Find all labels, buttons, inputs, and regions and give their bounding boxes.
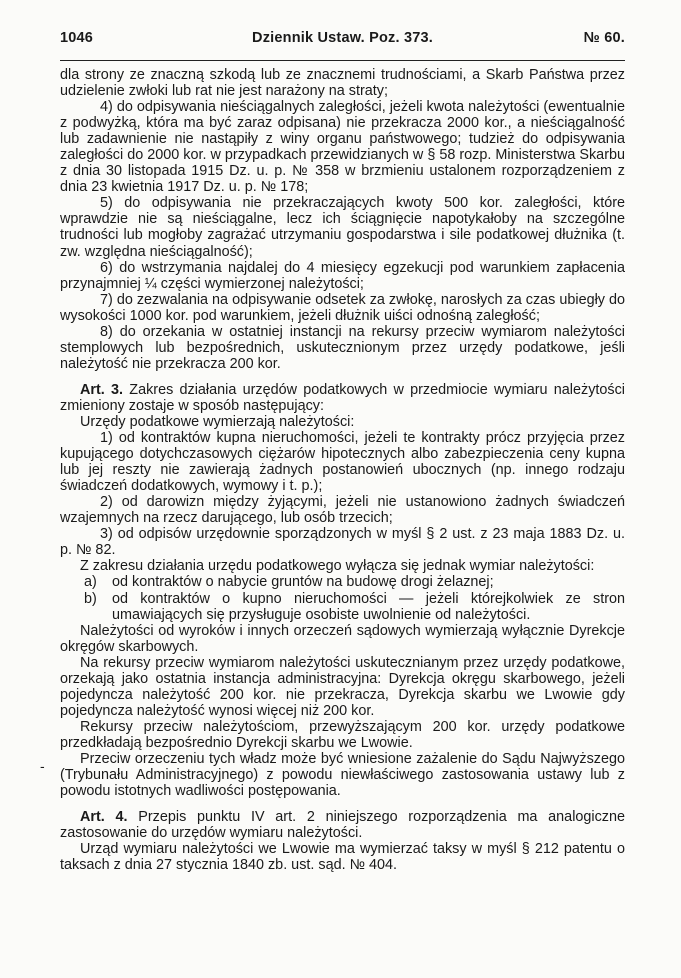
list-item-7: 7) do zezwalania na odpisywanie odsetek za zwłokę, narosłych za czas ubiegły do wysokości 1000 kor. pod warunkiem, jeżeli dłużnik uiści odnośną zaległość; [60, 291, 625, 324]
article-3 [60, 382, 625, 414]
paragraph: Urząd wymiaru należytości we Lwowie ma wymierzać taksy w myśl § 212 patentu o taksach z dnia 27 stycznia 1840 zb. ust. sąd. № 404. [60, 841, 625, 874]
paragraph: Należytości od wyroków i innych orzeczeń sądowych wymierzają wyłącznie Dyrekcje okręgów skarbowych. [60, 622, 625, 655]
header-rule [60, 60, 625, 61]
paragraph: dla strony ze znaczną szkodą lub ze znacznemi trudnościami, a Skarb Państwa przez udzielenie zwłoki lub rat nie jest narażony na straty; [60, 67, 625, 100]
paragraph: Urzędy podatkowe wymierzają należytości: [80, 413, 355, 430]
journal-title: Dziennik Ustaw. Poz. 373. [252, 30, 433, 46]
paragraph: Rekursy przeciw należytościom, przewyższającym 200 kor. urzędy podatkowe przedkładają bezpośrednio Dyrekcji skarbu we Lwowie. [60, 718, 625, 751]
paragraph: Przeciw orzeczeniu tych władz może być wniesione zażalenie do Sądu Najwyższego (Trybunału Administracyjnego) z powodu niewłaściwego zastosowania ustawy lub z powodu istotnych wadliwości postępowania. [60, 750, 625, 800]
article-4-label: Art. 4. [80, 809, 128, 826]
sub-item-text: od kontraktów o nabycie gruntów na budowę drogi żelaznej; [112, 574, 494, 591]
list-item-1: 1) od kontraktów kupna nieruchomości, jeżeli te kontrakty prócz przyjęcia przez kupującego dotychczasowych ciężarów hipotecznych albo zabezpieczenia ceny kupna lub jej reszty nie zawierają żadnych postanowień ubocznych (np. innego rodzaju świadczeń dodatkowych, wymowy i t. p.); [60, 430, 625, 495]
sub-item-a [60, 574, 625, 590]
document-page [60, 30, 625, 873]
page-number: 1046 [60, 30, 94, 46]
list-item-8: 8) do orzekania w ostatniej instancji na rekursy przeciw wymiarom należytości stemplowych lub bezpośrednich, uskutecznionym przez urzędy podatkowe, jeśli należytość nie przekracza 200 kor. [60, 323, 625, 372]
paragraph: Z zakresu działania urzędu podatkowego wyłącza się jednak wymiar należytości: [80, 558, 595, 575]
margin-mark: - [40, 758, 45, 774]
list-item-3: 3) od odpisów urzędownie sporządzonych w myśl § 2 ust. z 23 maja 1883 Dz. u. p. № 82. [60, 526, 625, 559]
document-body [60, 67, 625, 873]
article-3-label: Art. 3. [80, 381, 124, 398]
sub-item-b [60, 591, 625, 623]
paragraph: Na rekursy przeciw wymiarom należytości uskutecznianym przez urzędy podatkowe, orzekają jako ostatnia instancja administracyjna: Dyrekcja okręgu skarbowego, jeżeli pojedyncza należytość 200 kor. nie przekracza, Dyrekcja skarbu we Lwowie gdy pojedyncza należytość wynosi więcej niż 200 kor. [60, 654, 625, 719]
list-item-4: 4) do odpisywania nieściągalnych zaległości, jeżeli kwota należytości (ewentualnie z podwyżką, która ma być zaraz odpisana) nie przekracza 2000 kor., a nieściągalność lub zadawnienie nie nastąpiły z winy organu państwowego; tudzież do odpisywania zaległości do 2000 kor. w przypadkach przewidzianych w § 58 rozp. Ministerstwa Skarbu z dnia 30 listopada 1915 Dz. u. p. № 358 w brzmieniu ustalonem rozporządzeniem z dnia 23 kwietnia 1917 Dz. u. p. № 178; [60, 99, 625, 196]
list-item-6: 6) do wstrzymania najdalej do 4 miesięcy egzekucji pod warunkiem zapłacenia przynajmniej ¼ części wymierzonej należytości; [60, 259, 625, 292]
page-header [60, 30, 625, 60]
issue-number: № 60. [583, 30, 625, 46]
sub-item-label: b) [84, 590, 97, 607]
sub-item-label: a) [84, 574, 97, 591]
sub-item-text: od kontraktów o kupno nieruchomości — jeżeli którejkolwiek ze stron umawiających się przysługuje osobiste uwolnienie od należytości. [112, 590, 625, 623]
article-4 [60, 809, 625, 841]
list-item-5: 5) do odpisywania nie przekraczających kwoty 500 kor. zaległości, które wprawdzie nie są nieściągalne, lecz ich ściągnięcie napotykałoby na szczególne trudności lub mogłoby zagrażać utrzymaniu gospodarstwa i sile podatkowej dłużnika (t. zw. względna nieściągalność); [60, 195, 625, 260]
article-4-text: Przepis punktu IV art. 2 niniejszego rozporządzenia ma analogiczne zastosowanie do urzędów wymiaru należytości. [60, 809, 625, 842]
list-item-2: 2) od darowizn między żyjącymi, jeżeli nie ustanowiono żadnych świadczeń wzajemnych na rzecz darującego, lub osób trzecich; [60, 494, 625, 527]
article-3-text: Zakres działania urzędów podatkowych w przedmiocie wymiaru należytości zmieniony zostaje w sposób następujący: [60, 381, 625, 414]
